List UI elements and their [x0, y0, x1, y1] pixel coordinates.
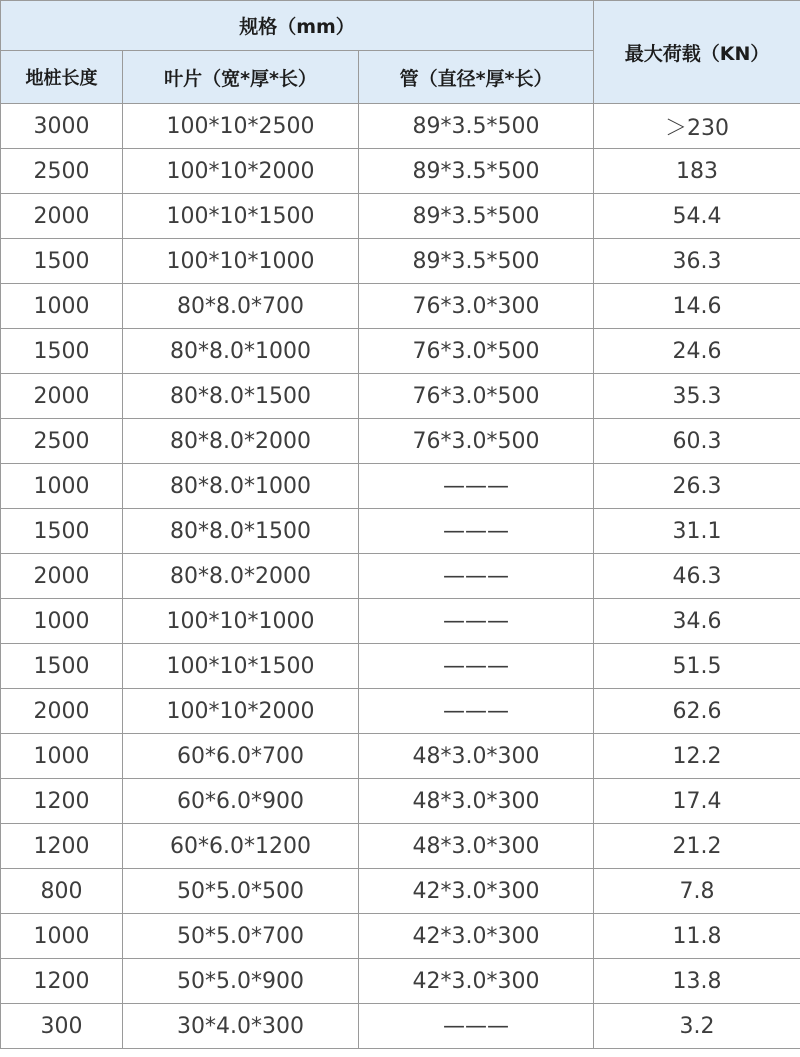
max-load-cell: 36.3 — [594, 239, 800, 284]
pipe-spec-cell: 42*3.0*300 — [359, 914, 594, 959]
table-row — [1, 284, 800, 329]
blade-spec-cell: 30*4.0*300 — [123, 1004, 359, 1049]
pile-length-cell: 1000 — [1, 599, 123, 644]
pile-length-cell: 1500 — [1, 644, 123, 689]
blade-spec-cell: 100*10*1500 — [123, 644, 359, 689]
table-row — [1, 419, 800, 464]
blade-spec-cell: 80*8.0*1000 — [123, 329, 359, 374]
table-row — [1, 869, 800, 914]
max-load-cell: 35.3 — [594, 374, 800, 419]
pipe-spec-cell: 42*3.0*300 — [359, 869, 594, 914]
pile-length-cell: 1000 — [1, 464, 123, 509]
blade-spec-cell: 50*5.0*500 — [123, 869, 359, 914]
pipe-spec-cell: 76*3.0*300 — [359, 284, 594, 329]
max-load-cell: 54.4 — [594, 194, 800, 239]
blade-spec-cell: 80*8.0*2000 — [123, 419, 359, 464]
blade-spec-cell: 80*8.0*1500 — [123, 374, 359, 419]
pile-length-cell: 1000 — [1, 284, 123, 329]
pile-length-cell: 1200 — [1, 779, 123, 824]
pile-length-cell: 2000 — [1, 689, 123, 734]
pile-length-cell: 1200 — [1, 959, 123, 1004]
spec-group-header: 规格（mm） — [1, 1, 594, 51]
pipe-spec-cell: 76*3.0*500 — [359, 419, 594, 464]
pile-length-cell: 1500 — [1, 509, 123, 554]
pile-length-cell: 2500 — [1, 149, 123, 194]
pipe-spec-cell: ——— — [359, 689, 594, 734]
pile-length-cell: 2000 — [1, 194, 123, 239]
blade-spec-cell: 50*5.0*700 — [123, 914, 359, 959]
pipe-header: 管（直径*厚*长） — [359, 51, 594, 104]
blade-spec-cell: 60*6.0*900 — [123, 779, 359, 824]
pile-length-header: 地桩长度 — [1, 51, 123, 104]
table-row — [1, 554, 800, 599]
pipe-spec-cell: ——— — [359, 464, 594, 509]
pile-length-cell: 1200 — [1, 824, 123, 869]
table-row — [1, 734, 800, 779]
pile-length-cell: 800 — [1, 869, 123, 914]
max-load-cell: 7.8 — [594, 869, 800, 914]
max-load-cell: 51.5 — [594, 644, 800, 689]
blade-spec-cell: 50*5.0*900 — [123, 959, 359, 1004]
max-load-cell: 3.2 — [594, 1004, 800, 1049]
pile-length-cell: 2500 — [1, 419, 123, 464]
table-row — [1, 599, 800, 644]
table-row — [1, 374, 800, 419]
table-row — [1, 779, 800, 824]
blade-spec-cell: 80*8.0*1000 — [123, 464, 359, 509]
table-row — [1, 104, 800, 149]
max-load-cell: 13.8 — [594, 959, 800, 1004]
pile-length-cell: 1000 — [1, 734, 123, 779]
blade-spec-cell: 100*10*2000 — [123, 689, 359, 734]
max-load-cell: 31.1 — [594, 509, 800, 554]
max-load-header: 最大荷载（KN） — [594, 1, 800, 104]
max-load-cell: 46.3 — [594, 554, 800, 599]
blade-header: 叶片（宽*厚*长） — [123, 51, 359, 104]
table-row — [1, 1004, 800, 1049]
blade-spec-cell: 80*8.0*2000 — [123, 554, 359, 599]
max-load-cell: ＞230 — [594, 104, 800, 149]
max-load-cell: 21.2 — [594, 824, 800, 869]
table-row — [1, 149, 800, 194]
max-load-cell: 62.6 — [594, 689, 800, 734]
pipe-spec-cell: 48*3.0*300 — [359, 779, 594, 824]
pipe-spec-cell: 48*3.0*300 — [359, 824, 594, 869]
pipe-spec-cell: 89*3.5*500 — [359, 149, 594, 194]
pile-length-cell: 3000 — [1, 104, 123, 149]
pipe-spec-cell: ——— — [359, 644, 594, 689]
table-row — [1, 824, 800, 869]
pipe-spec-cell: 89*3.5*500 — [359, 194, 594, 239]
table-row — [1, 959, 800, 1004]
pile-length-cell: 300 — [1, 1004, 123, 1049]
pile-length-cell: 2000 — [1, 374, 123, 419]
table-row — [1, 239, 800, 284]
max-load-cell: 14.6 — [594, 284, 800, 329]
pipe-spec-cell: 48*3.0*300 — [359, 734, 594, 779]
blade-spec-cell: 100*10*1500 — [123, 194, 359, 239]
max-load-cell: 26.3 — [594, 464, 800, 509]
pipe-spec-cell: 89*3.5*500 — [359, 104, 594, 149]
pipe-spec-cell: 76*3.0*500 — [359, 374, 594, 419]
max-load-cell: 60.3 — [594, 419, 800, 464]
table-body — [1, 104, 800, 1049]
pipe-spec-cell: ——— — [359, 1004, 594, 1049]
pipe-spec-cell: 76*3.0*500 — [359, 329, 594, 374]
blade-spec-cell: 80*8.0*700 — [123, 284, 359, 329]
table-row — [1, 464, 800, 509]
pipe-spec-cell: ——— — [359, 554, 594, 599]
table-row — [1, 644, 800, 689]
blade-spec-cell: 60*6.0*700 — [123, 734, 359, 779]
max-load-cell: 24.6 — [594, 329, 800, 374]
pipe-spec-cell: ——— — [359, 599, 594, 644]
table-row — [1, 914, 800, 959]
max-load-cell: 34.6 — [594, 599, 800, 644]
pipe-spec-cell: 42*3.0*300 — [359, 959, 594, 1004]
pipe-spec-cell: 89*3.5*500 — [359, 239, 594, 284]
max-load-cell: 183 — [594, 149, 800, 194]
max-load-cell: 17.4 — [594, 779, 800, 824]
pile-length-cell: 2000 — [1, 554, 123, 599]
pile-length-cell: 1500 — [1, 239, 123, 284]
table-row — [1, 329, 800, 374]
max-load-cell: 12.2 — [594, 734, 800, 779]
blade-spec-cell: 100*10*2000 — [123, 149, 359, 194]
blade-spec-cell: 100*10*1000 — [123, 599, 359, 644]
pile-length-cell: 1500 — [1, 329, 123, 374]
table-row — [1, 509, 800, 554]
table-row — [1, 194, 800, 239]
pile-length-cell: 1000 — [1, 914, 123, 959]
table-row — [1, 689, 800, 734]
pipe-spec-cell: ——— — [359, 509, 594, 554]
blade-spec-cell: 100*10*2500 — [123, 104, 359, 149]
max-load-cell: 11.8 — [594, 914, 800, 959]
blade-spec-cell: 60*6.0*1200 — [123, 824, 359, 869]
blade-spec-cell: 80*8.0*1500 — [123, 509, 359, 554]
blade-spec-cell: 100*10*1000 — [123, 239, 359, 284]
table-header — [1, 1, 800, 104]
